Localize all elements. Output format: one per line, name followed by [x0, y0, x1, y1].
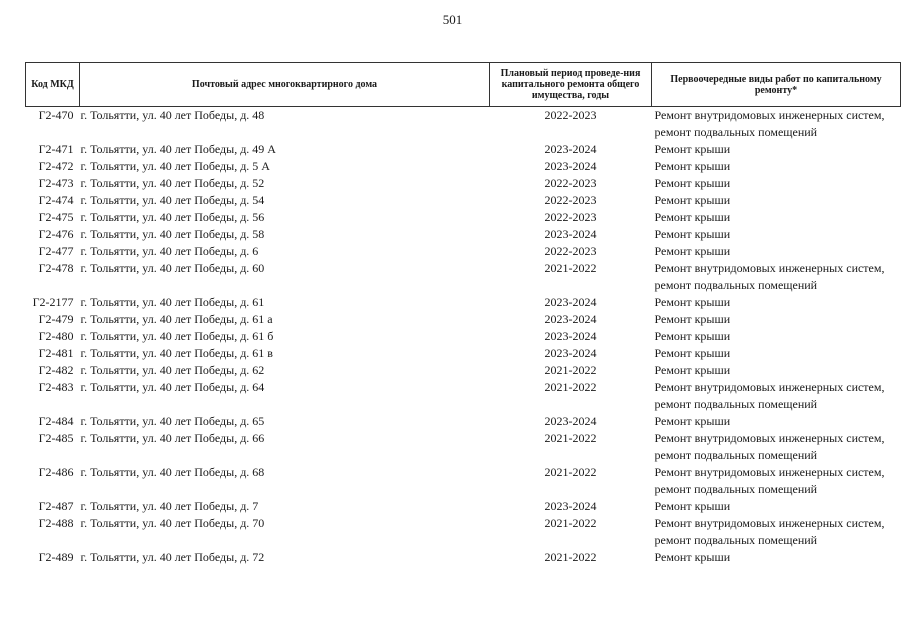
- works-cell: Ремонт внутридомовых инженерных систем, ремонт подвальных помещений: [654, 108, 885, 139]
- period-cell: 2023-2024: [544, 414, 597, 428]
- table-row: [26, 379, 901, 413]
- address-cell: г. Тольятти, ул. 40 лет Победы, д. 6: [80, 244, 259, 258]
- address-cell: г. Тольятти, ул. 40 лет Победы, д. 72: [80, 550, 265, 564]
- table-row: [26, 192, 901, 209]
- table-row: [26, 243, 901, 260]
- period-cell: 2023-2024: [544, 346, 597, 360]
- code-cell: Г2-475: [38, 210, 74, 224]
- period-cell: 2022-2023: [544, 210, 597, 224]
- period-cell: 2023-2024: [544, 295, 597, 309]
- period-cell: 2022-2023: [544, 108, 597, 122]
- period-cell: 2023-2024: [544, 499, 597, 513]
- table-row: [26, 311, 901, 328]
- works-cell: Ремонт внутридомовых инженерных систем, ремонт подвальных помещений: [654, 465, 885, 496]
- address-cell: г. Тольятти, ул. 40 лет Победы, д. 61 в: [80, 346, 273, 360]
- period-cell: 2021-2022: [544, 516, 597, 530]
- works-cell: Ремонт крыши: [654, 295, 731, 309]
- address-cell: г. Тольятти, ул. 40 лет Победы, д. 61 б: [80, 329, 274, 343]
- header-address: Почтовый адрес многоквартирного дома: [80, 63, 490, 107]
- table-row: [26, 260, 901, 294]
- table-row: [26, 141, 901, 158]
- code-cell: Г2-479: [38, 312, 74, 326]
- header-code: Код МКД: [26, 63, 80, 107]
- address-cell: г. Тольятти, ул. 40 лет Победы, д. 65: [80, 414, 265, 428]
- address-cell: г. Тольятти, ул. 40 лет Победы, д. 68: [80, 465, 265, 479]
- address-cell: г. Тольятти, ул. 40 лет Победы, д. 61: [80, 295, 265, 309]
- code-cell: Г2-484: [38, 414, 74, 428]
- table-row: [26, 294, 901, 311]
- works-cell: Ремонт крыши: [654, 227, 731, 241]
- period-cell: 2023-2024: [544, 142, 597, 156]
- table-row: [26, 328, 901, 345]
- period-cell: 2022-2023: [544, 176, 597, 190]
- period-cell: 2023-2024: [544, 227, 597, 241]
- table-row: [26, 345, 901, 362]
- period-cell: 2021-2022: [544, 550, 597, 564]
- table-row: [26, 498, 901, 515]
- period-cell: 2021-2022: [544, 465, 597, 479]
- works-cell: Ремонт крыши: [654, 193, 731, 207]
- code-cell: Г2-474: [38, 193, 74, 207]
- code-cell: Г2-470: [38, 108, 74, 122]
- works-cell: Ремонт крыши: [654, 176, 731, 190]
- table-row: [26, 515, 901, 549]
- table-body: [26, 107, 901, 567]
- address-cell: г. Тольятти, ул. 40 лет Победы, д. 5 А: [80, 159, 270, 173]
- table-row: [26, 413, 901, 430]
- code-cell: Г2-486: [38, 465, 74, 479]
- table-row: [26, 226, 901, 243]
- address-cell: г. Тольятти, ул. 40 лет Победы, д. 58: [80, 227, 265, 241]
- works-cell: Ремонт крыши: [654, 414, 731, 428]
- table-row: [26, 430, 901, 464]
- code-cell: Г2-478: [38, 261, 74, 275]
- address-cell: г. Тольятти, ул. 40 лет Победы, д. 48: [80, 108, 265, 122]
- works-cell: Ремонт крыши: [654, 550, 731, 564]
- period-cell: 2022-2023: [544, 193, 597, 207]
- table-row: [26, 107, 901, 142]
- code-cell: Г2-481: [38, 346, 74, 360]
- capital-repair-table: [25, 62, 901, 566]
- table-row: [26, 362, 901, 379]
- code-cell: Г2-487: [38, 499, 74, 513]
- table-row: [26, 209, 901, 226]
- address-cell: г. Тольятти, ул. 40 лет Победы, д. 56: [80, 210, 265, 224]
- address-cell: г. Тольятти, ул. 40 лет Победы, д. 52: [80, 176, 265, 190]
- period-cell: 2021-2022: [544, 431, 597, 445]
- code-cell: Г2-476: [38, 227, 74, 241]
- period-cell: 2021-2022: [544, 261, 597, 275]
- works-cell: Ремонт внутридомовых инженерных систем, ремонт подвальных помещений: [654, 380, 885, 411]
- code-cell: Г2-480: [38, 329, 74, 343]
- works-cell: Ремонт внутридомовых инженерных систем, ремонт подвальных помещений: [654, 431, 885, 462]
- table-row: [26, 158, 901, 175]
- address-cell: г. Тольятти, ул. 40 лет Победы, д. 61 а: [80, 312, 273, 326]
- period-cell: 2023-2024: [544, 159, 597, 173]
- works-cell: Ремонт крыши: [654, 312, 731, 326]
- header-period: Плановый период проведе-ния капитального ремонта общего имущества, годы: [490, 63, 652, 107]
- table-row: [26, 464, 901, 498]
- address-cell: г. Тольятти, ул. 40 лет Победы, д. 7: [80, 499, 259, 513]
- address-cell: г. Тольятти, ул. 40 лет Победы, д. 70: [80, 516, 265, 530]
- address-cell: г. Тольятти, ул. 40 лет Победы, д. 54: [80, 193, 265, 207]
- address-cell: г. Тольятти, ул. 40 лет Победы, д. 64: [80, 380, 265, 394]
- code-cell: Г2-483: [38, 380, 74, 394]
- address-cell: г. Тольятти, ул. 40 лет Победы, д. 49 А: [80, 142, 276, 156]
- code-cell: Г2-489: [38, 550, 74, 564]
- works-cell: Ремонт крыши: [654, 363, 731, 377]
- code-cell: Г2-472: [38, 159, 74, 173]
- works-cell: Ремонт крыши: [654, 244, 731, 258]
- address-cell: г. Тольятти, ул. 40 лет Победы, д. 60: [80, 261, 265, 275]
- table-row: [26, 175, 901, 192]
- code-cell: Г2-485: [38, 431, 74, 445]
- works-cell: Ремонт крыши: [654, 499, 731, 513]
- works-cell: Ремонт крыши: [654, 210, 731, 224]
- code-cell: Г2-473: [38, 176, 74, 190]
- period-cell: 2021-2022: [544, 380, 597, 394]
- works-cell: Ремонт внутридомовых инженерных систем, ремонт подвальных помещений: [654, 261, 885, 292]
- works-cell: Ремонт крыши: [654, 142, 731, 156]
- period-cell: 2023-2024: [544, 329, 597, 343]
- works-cell: Ремонт крыши: [654, 329, 731, 343]
- header-works: Первоочередные виды работ по капитальному ремонту*: [652, 63, 901, 107]
- works-cell: Ремонт крыши: [654, 159, 731, 173]
- code-cell: Г2-2177: [32, 295, 74, 309]
- table-header-row: [26, 63, 901, 107]
- period-cell: 2021-2022: [544, 363, 597, 377]
- code-cell: Г2-471: [38, 142, 74, 156]
- period-cell: 2023-2024: [544, 312, 597, 326]
- code-cell: Г2-477: [38, 244, 74, 258]
- page-number: 501: [442, 12, 463, 27]
- period-cell: 2022-2023: [544, 244, 597, 258]
- table-row: [26, 549, 901, 566]
- address-cell: г. Тольятти, ул. 40 лет Победы, д. 62: [80, 363, 265, 377]
- address-cell: г. Тольятти, ул. 40 лет Победы, д. 66: [80, 431, 265, 445]
- works-cell: Ремонт внутридомовых инженерных систем, ремонт подвальных помещений: [654, 516, 885, 547]
- code-cell: Г2-482: [38, 363, 74, 377]
- code-cell: Г2-488: [38, 516, 74, 530]
- works-cell: Ремонт крыши: [654, 346, 731, 360]
